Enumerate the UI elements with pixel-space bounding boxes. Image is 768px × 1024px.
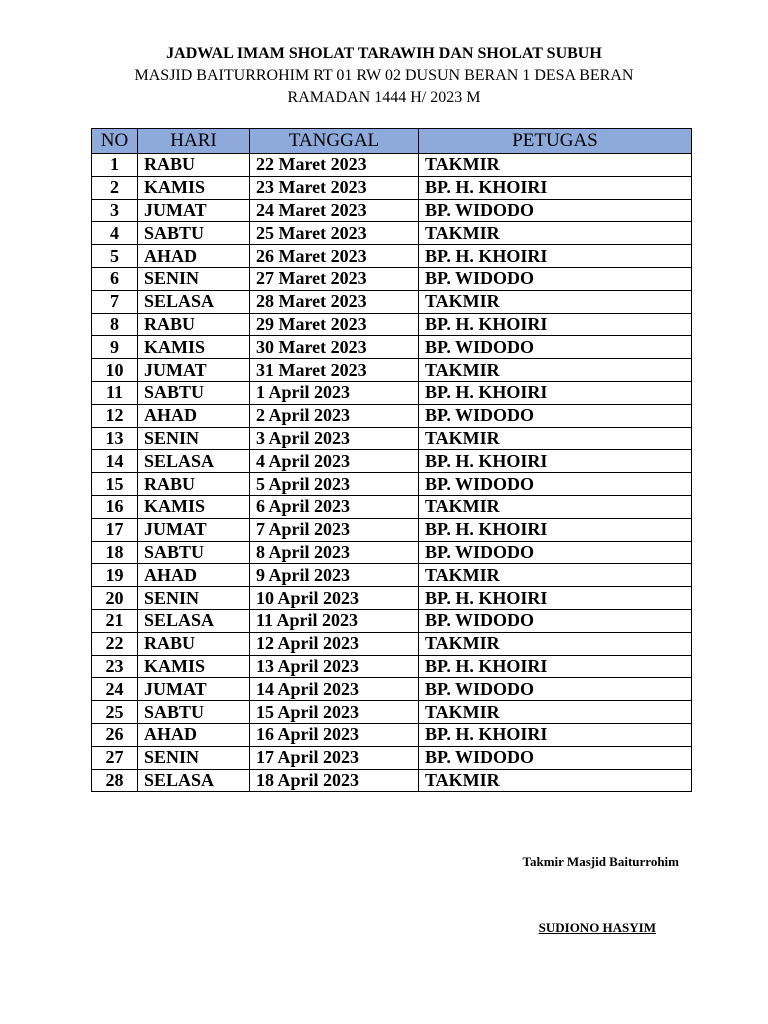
schedule-table-body [92, 154, 692, 792]
table-row [92, 769, 692, 792]
document-period: RAMADAN 1444 H/ 2023 M [287, 89, 481, 106]
cell-tanggal: 23 Maret 2023 [250, 176, 419, 199]
cell-petugas: TAKMIR [419, 359, 692, 382]
table-row [92, 154, 692, 177]
cell-hari: AHAD [138, 564, 250, 587]
table-row [92, 176, 692, 199]
cell-no: 17 [92, 518, 138, 541]
cell-hari: SELASA [138, 609, 250, 632]
cell-no: 5 [92, 245, 138, 268]
cell-petugas: BP. H. KHOIRI [419, 176, 692, 199]
cell-tanggal: 18 April 2023 [250, 769, 419, 792]
cell-tanggal: 3 April 2023 [250, 427, 419, 450]
cell-petugas: BP. WIDODO [419, 609, 692, 632]
cell-no: 18 [92, 541, 138, 564]
cell-hari: JUMAT [138, 359, 250, 382]
cell-hari: AHAD [138, 404, 250, 427]
cell-no: 23 [92, 655, 138, 678]
cell-tanggal: 14 April 2023 [250, 678, 419, 701]
cell-no: 14 [92, 450, 138, 473]
cell-no: 28 [92, 769, 138, 792]
cell-hari: AHAD [138, 245, 250, 268]
cell-tanggal: 13 April 2023 [250, 655, 419, 678]
cell-no: 2 [92, 176, 138, 199]
cell-no: 4 [92, 222, 138, 245]
cell-no: 15 [92, 473, 138, 496]
cell-no: 20 [92, 587, 138, 610]
cell-tanggal: 7 April 2023 [250, 518, 419, 541]
cell-petugas: BP. H. KHOIRI [419, 245, 692, 268]
cell-no: 8 [92, 313, 138, 336]
cell-petugas: BP. H. KHOIRI [419, 450, 692, 473]
table-row [92, 473, 692, 496]
cell-tanggal: 30 Maret 2023 [250, 336, 419, 359]
cell-tanggal: 28 Maret 2023 [250, 290, 419, 313]
table-row [92, 678, 692, 701]
cell-tanggal: 6 April 2023 [250, 495, 419, 518]
table-row [92, 495, 692, 518]
cell-hari: SENIN [138, 267, 250, 290]
column-header-no: NO [92, 129, 138, 154]
cell-petugas: BP. H. KHOIRI [419, 518, 692, 541]
cell-tanggal: 12 April 2023 [250, 632, 419, 655]
cell-petugas: BP. WIDODO [419, 473, 692, 496]
cell-petugas: TAKMIR [419, 427, 692, 450]
table-row [92, 359, 692, 382]
table-row [92, 427, 692, 450]
table-row [92, 609, 692, 632]
cell-tanggal: 2 April 2023 [250, 404, 419, 427]
cell-petugas: TAKMIR [419, 769, 692, 792]
cell-petugas: TAKMIR [419, 222, 692, 245]
cell-no: 16 [92, 495, 138, 518]
schedule-table [91, 128, 692, 792]
cell-no: 10 [92, 359, 138, 382]
cell-petugas: TAKMIR [419, 154, 692, 177]
cell-hari: JUMAT [138, 678, 250, 701]
cell-petugas: BP. H. KHOIRI [419, 723, 692, 746]
table-row [92, 290, 692, 313]
cell-no: 11 [92, 381, 138, 404]
table-row [92, 199, 692, 222]
cell-tanggal: 26 Maret 2023 [250, 245, 419, 268]
table-row [92, 541, 692, 564]
cell-tanggal: 17 April 2023 [250, 746, 419, 769]
cell-hari: SELASA [138, 450, 250, 473]
cell-petugas: BP. WIDODO [419, 404, 692, 427]
table-row [92, 632, 692, 655]
cell-petugas: BP. H. KHOIRI [419, 587, 692, 610]
table-row [92, 655, 692, 678]
table-header-row [92, 129, 692, 154]
cell-tanggal: 4 April 2023 [250, 450, 419, 473]
signature-organization: Takmir Masjid Baiturrohim [522, 854, 679, 869]
cell-tanggal: 15 April 2023 [250, 701, 419, 724]
table-row [92, 404, 692, 427]
cell-tanggal: 8 April 2023 [250, 541, 419, 564]
column-header-petugas: PETUGAS [419, 129, 692, 154]
cell-hari: SABTU [138, 541, 250, 564]
cell-tanggal: 1 April 2023 [250, 381, 419, 404]
signature-name: SUDIONO HASYIM [538, 920, 656, 935]
table-row [92, 267, 692, 290]
cell-hari: JUMAT [138, 518, 250, 541]
cell-hari: SABTU [138, 381, 250, 404]
document-title: JADWAL IMAM SHOLAT TARAWIH DAN SHOLAT SUBUH [166, 45, 602, 62]
table-row [92, 245, 692, 268]
cell-petugas: BP. H. KHOIRI [419, 381, 692, 404]
cell-no: 24 [92, 678, 138, 701]
cell-no: 7 [92, 290, 138, 313]
table-row [92, 518, 692, 541]
cell-tanggal: 27 Maret 2023 [250, 267, 419, 290]
cell-no: 9 [92, 336, 138, 359]
cell-hari: KAMIS [138, 336, 250, 359]
cell-tanggal: 29 Maret 2023 [250, 313, 419, 336]
cell-petugas: TAKMIR [419, 701, 692, 724]
cell-hari: RABU [138, 313, 250, 336]
cell-hari: RABU [138, 154, 250, 177]
cell-tanggal: 24 Maret 2023 [250, 199, 419, 222]
cell-petugas: BP. WIDODO [419, 541, 692, 564]
table-row [92, 746, 692, 769]
table-row [92, 701, 692, 724]
cell-tanggal: 25 Maret 2023 [250, 222, 419, 245]
cell-petugas: TAKMIR [419, 495, 692, 518]
cell-petugas: BP. H. KHOIRI [419, 313, 692, 336]
cell-petugas: BP. WIDODO [419, 678, 692, 701]
cell-hari: SABTU [138, 701, 250, 724]
cell-no: 13 [92, 427, 138, 450]
table-row [92, 313, 692, 336]
cell-no: 26 [92, 723, 138, 746]
cell-no: 3 [92, 199, 138, 222]
column-header-hari: HARI [138, 129, 250, 154]
cell-petugas: BP. WIDODO [419, 199, 692, 222]
cell-hari: KAMIS [138, 655, 250, 678]
cell-hari: SENIN [138, 587, 250, 610]
cell-hari: SELASA [138, 290, 250, 313]
cell-tanggal: 22 Maret 2023 [250, 154, 419, 177]
cell-no: 1 [92, 154, 138, 177]
cell-tanggal: 10 April 2023 [250, 587, 419, 610]
cell-no: 19 [92, 564, 138, 587]
cell-petugas: TAKMIR [419, 290, 692, 313]
cell-hari: AHAD [138, 723, 250, 746]
table-row [92, 723, 692, 746]
cell-petugas: TAKMIR [419, 564, 692, 587]
cell-hari: KAMIS [138, 495, 250, 518]
cell-tanggal: 11 April 2023 [250, 609, 419, 632]
cell-no: 6 [92, 267, 138, 290]
cell-petugas: BP. WIDODO [419, 746, 692, 769]
cell-no: 22 [92, 632, 138, 655]
cell-hari: RABU [138, 632, 250, 655]
cell-petugas: BP. WIDODO [419, 336, 692, 359]
table-row [92, 336, 692, 359]
cell-petugas: TAKMIR [419, 632, 692, 655]
table-row [92, 222, 692, 245]
column-header-tanggal: TANGGAL [250, 129, 419, 154]
cell-no: 25 [92, 701, 138, 724]
cell-petugas: BP. H. KHOIRI [419, 655, 692, 678]
cell-hari: SENIN [138, 746, 250, 769]
cell-hari: SENIN [138, 427, 250, 450]
document-header [0, 43, 768, 109]
cell-tanggal: 5 April 2023 [250, 473, 419, 496]
table-row [92, 450, 692, 473]
cell-hari: SELASA [138, 769, 250, 792]
cell-hari: JUMAT [138, 199, 250, 222]
cell-tanggal: 16 April 2023 [250, 723, 419, 746]
cell-hari: SABTU [138, 222, 250, 245]
document-subtitle: MASJID BAITURROHIM RT 01 RW 02 DUSUN BERAN 1 DESA BERAN [134, 67, 634, 84]
cell-tanggal: 9 April 2023 [250, 564, 419, 587]
table-row [92, 381, 692, 404]
cell-hari: RABU [138, 473, 250, 496]
table-row [92, 564, 692, 587]
cell-no: 27 [92, 746, 138, 769]
cell-no: 12 [92, 404, 138, 427]
cell-tanggal: 31 Maret 2023 [250, 359, 419, 382]
table-row [92, 587, 692, 610]
cell-hari: KAMIS [138, 176, 250, 199]
cell-no: 21 [92, 609, 138, 632]
cell-petugas: BP. WIDODO [419, 267, 692, 290]
